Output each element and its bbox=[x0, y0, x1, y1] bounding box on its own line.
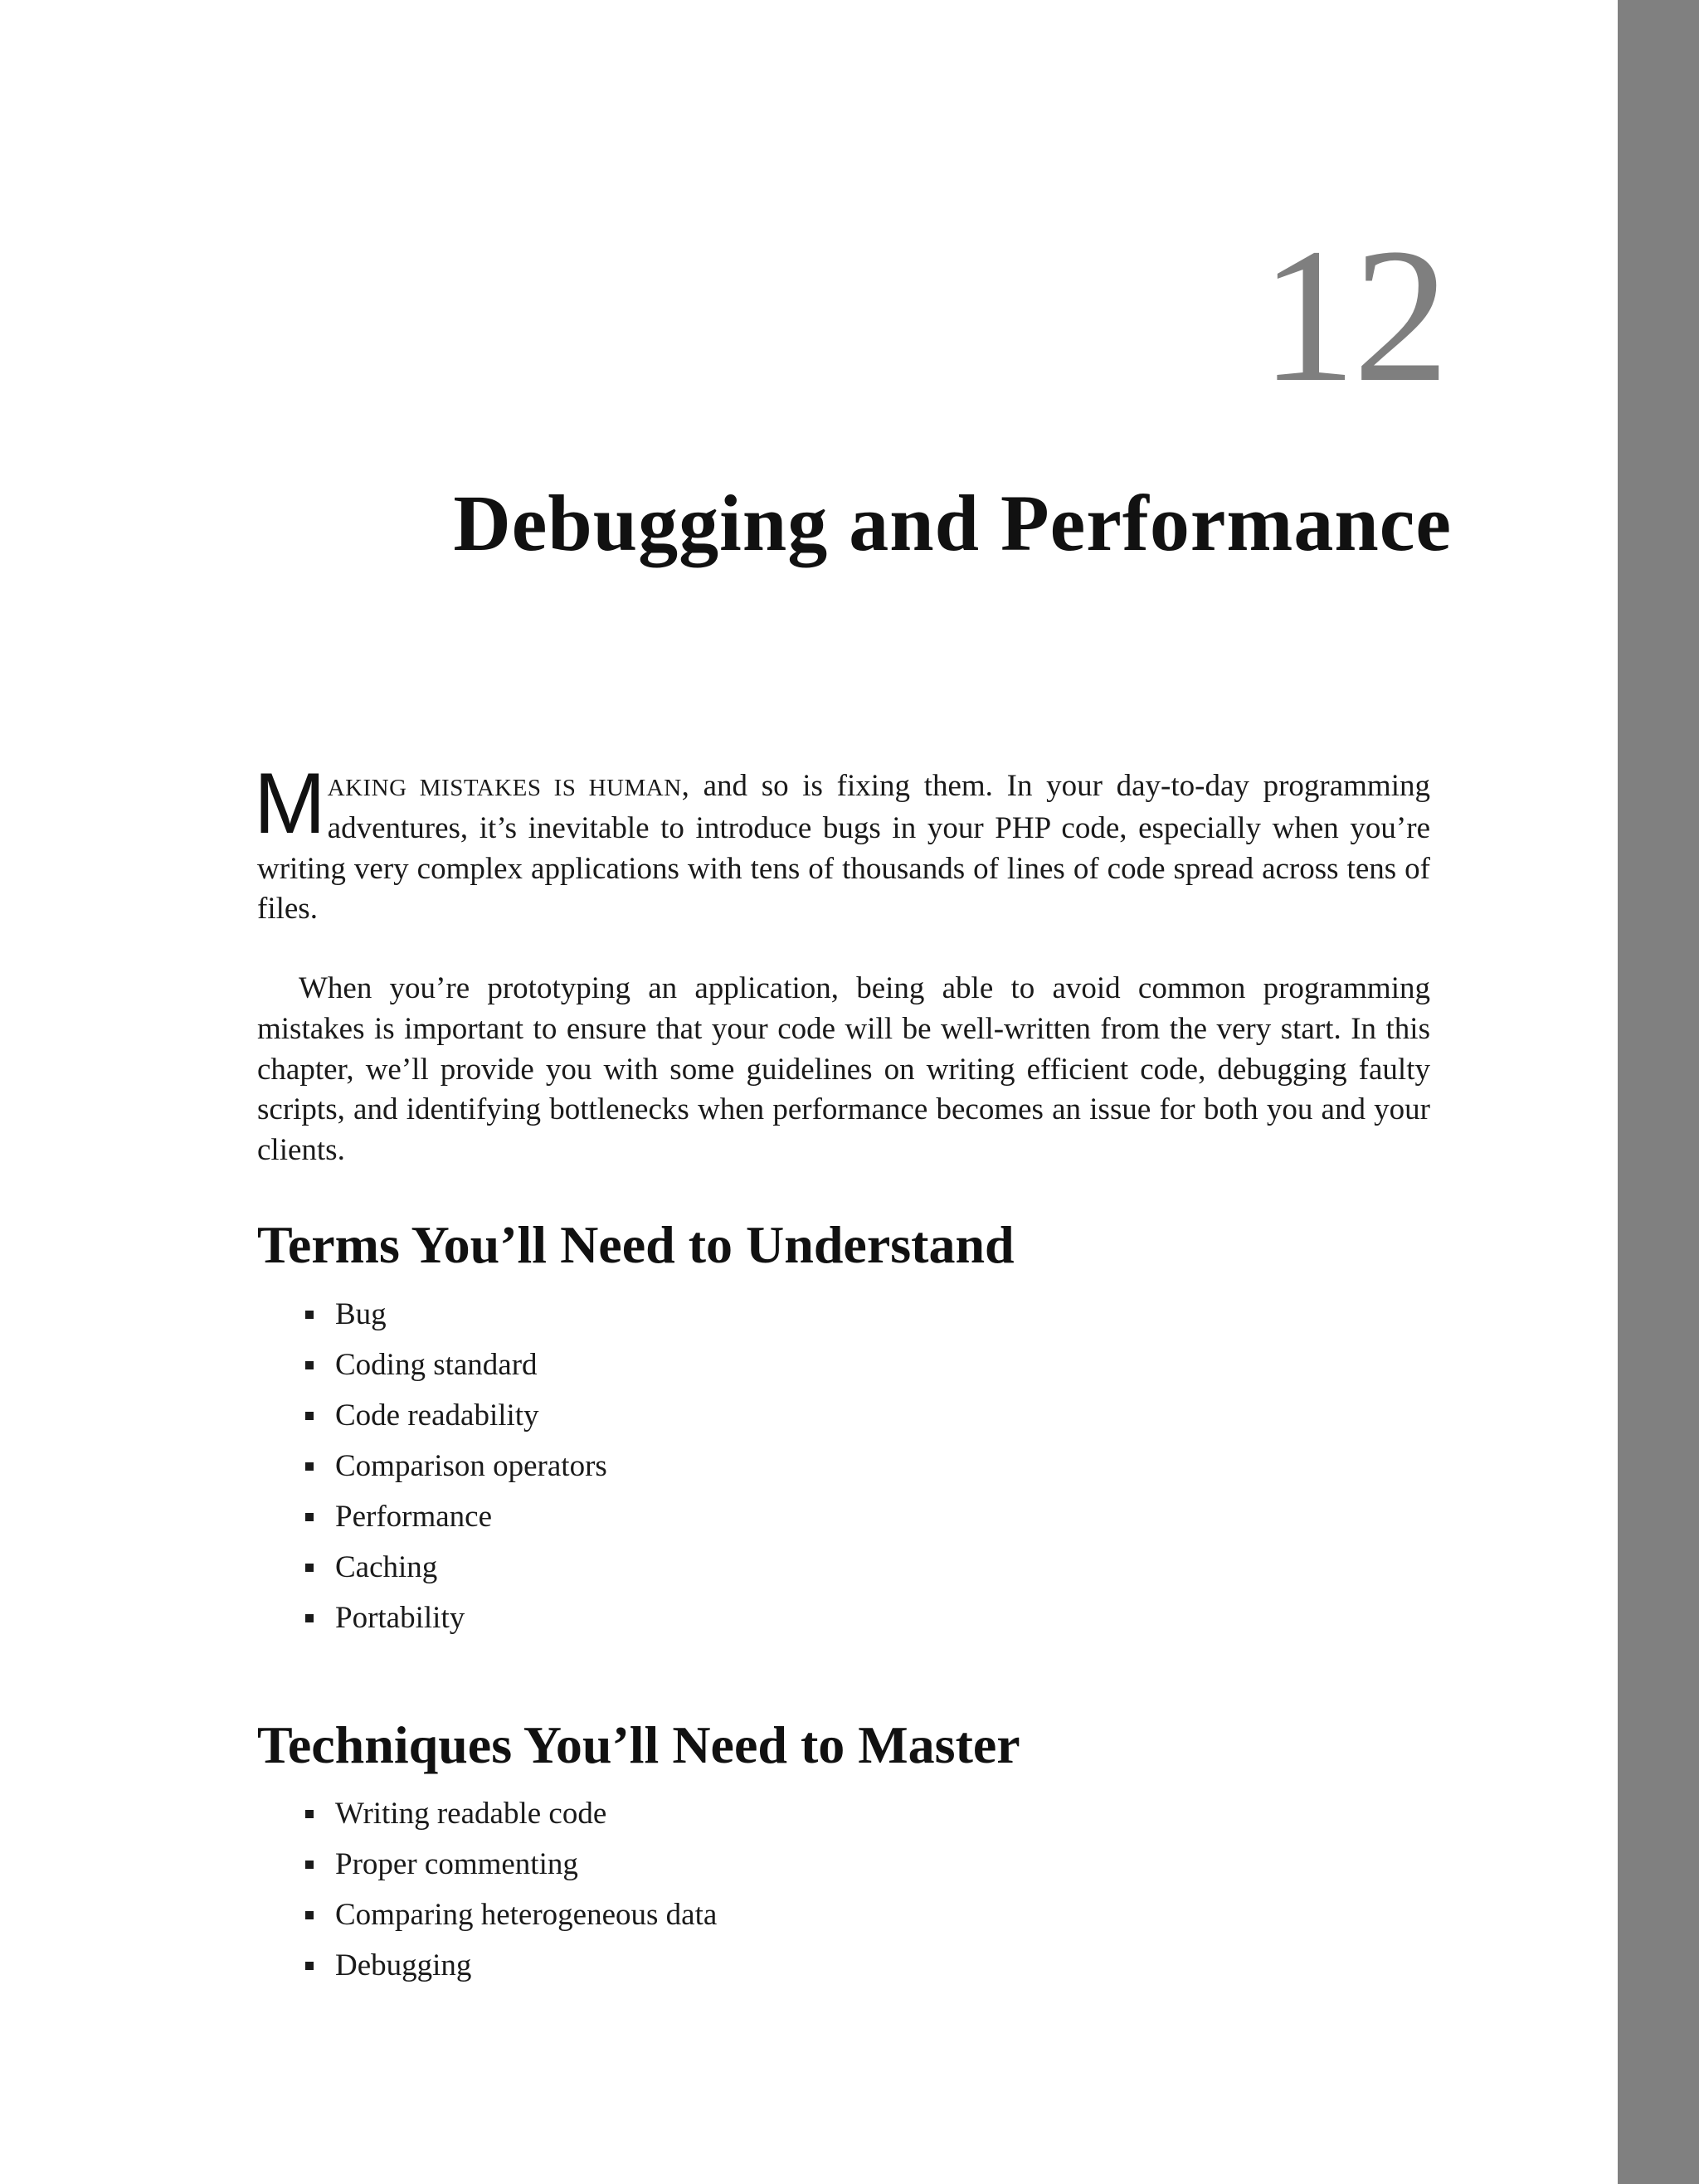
intro-paragraph-2 bbox=[257, 969, 1430, 1171]
bullet-icon bbox=[305, 1962, 314, 1970]
bullet-icon bbox=[305, 1911, 314, 1919]
list-item bbox=[305, 1441, 607, 1491]
bullet-icon bbox=[305, 1810, 314, 1818]
list-item bbox=[305, 1289, 607, 1340]
list-item-label: Writing readable code bbox=[335, 1797, 607, 1831]
terms-list bbox=[305, 1289, 607, 1643]
list-item-label: Coding standard bbox=[335, 1348, 538, 1382]
list-item-label: Proper commenting bbox=[335, 1847, 578, 1881]
list-item-label: Comparison operators bbox=[335, 1449, 607, 1483]
drop-cap: M bbox=[254, 756, 326, 852]
list-item bbox=[305, 1839, 717, 1890]
bullet-icon bbox=[305, 1513, 314, 1521]
bullet-icon bbox=[305, 1361, 314, 1369]
list-item bbox=[305, 1542, 607, 1593]
page-edge-bar bbox=[1618, 0, 1699, 2184]
terms-heading: Terms You’ll Need to Understand bbox=[257, 1215, 1015, 1274]
list-item bbox=[305, 1890, 717, 1940]
list-item-label: Portability bbox=[335, 1601, 465, 1635]
list-item-label: Caching bbox=[335, 1550, 438, 1584]
list-item bbox=[305, 1940, 717, 1991]
bullet-icon bbox=[305, 1861, 314, 1869]
techniques-list bbox=[305, 1788, 717, 1991]
bullet-icon bbox=[305, 1564, 314, 1572]
chapter-title: Debugging and Performance bbox=[453, 479, 1452, 567]
intro-paragraph-1 bbox=[254, 756, 1430, 930]
list-item-label: Bug bbox=[335, 1297, 387, 1331]
list-item-label: Debugging bbox=[335, 1948, 472, 1982]
bullet-icon bbox=[305, 1311, 314, 1319]
intro-paragraph-1-text: , and so is fixing them. In your day-to-day programming adventures, it’s inevitable to introduce bugs in your PHP code, especially when you’re writing very complex applications with tens of thousands of lines of code spread across tens of files. bbox=[257, 769, 1430, 927]
intro-smallcaps: AKING MISTAKES IS HUMAN bbox=[327, 775, 682, 801]
list-item bbox=[305, 1593, 607, 1643]
bullet-icon bbox=[305, 1412, 314, 1420]
chapter-number: 12 bbox=[1260, 209, 1446, 422]
list-item-label: Performance bbox=[335, 1500, 493, 1534]
list-item bbox=[305, 1788, 717, 1839]
list-item-label: Comparing heterogeneous data bbox=[335, 1898, 718, 1932]
bullet-icon bbox=[305, 1614, 314, 1622]
bullet-icon bbox=[305, 1462, 314, 1471]
list-item bbox=[305, 1340, 607, 1390]
techniques-heading: Techniques You’ll Need to Master bbox=[257, 1715, 1020, 1774]
list-item-label: Code readability bbox=[335, 1398, 539, 1432]
list-item bbox=[305, 1390, 607, 1441]
intro-paragraph-2-text: When you’re prototyping an application, being able to avoid common programming mistakes is important to ensure that your code will be well-written from the very start. In this chapter, we’ll provide you with some guidelines on writing efficient code, debugging faulty scripts, and identifying bottlenecks when performance becomes an issue for both you and your clients. bbox=[257, 971, 1430, 1168]
list-item bbox=[305, 1491, 607, 1542]
